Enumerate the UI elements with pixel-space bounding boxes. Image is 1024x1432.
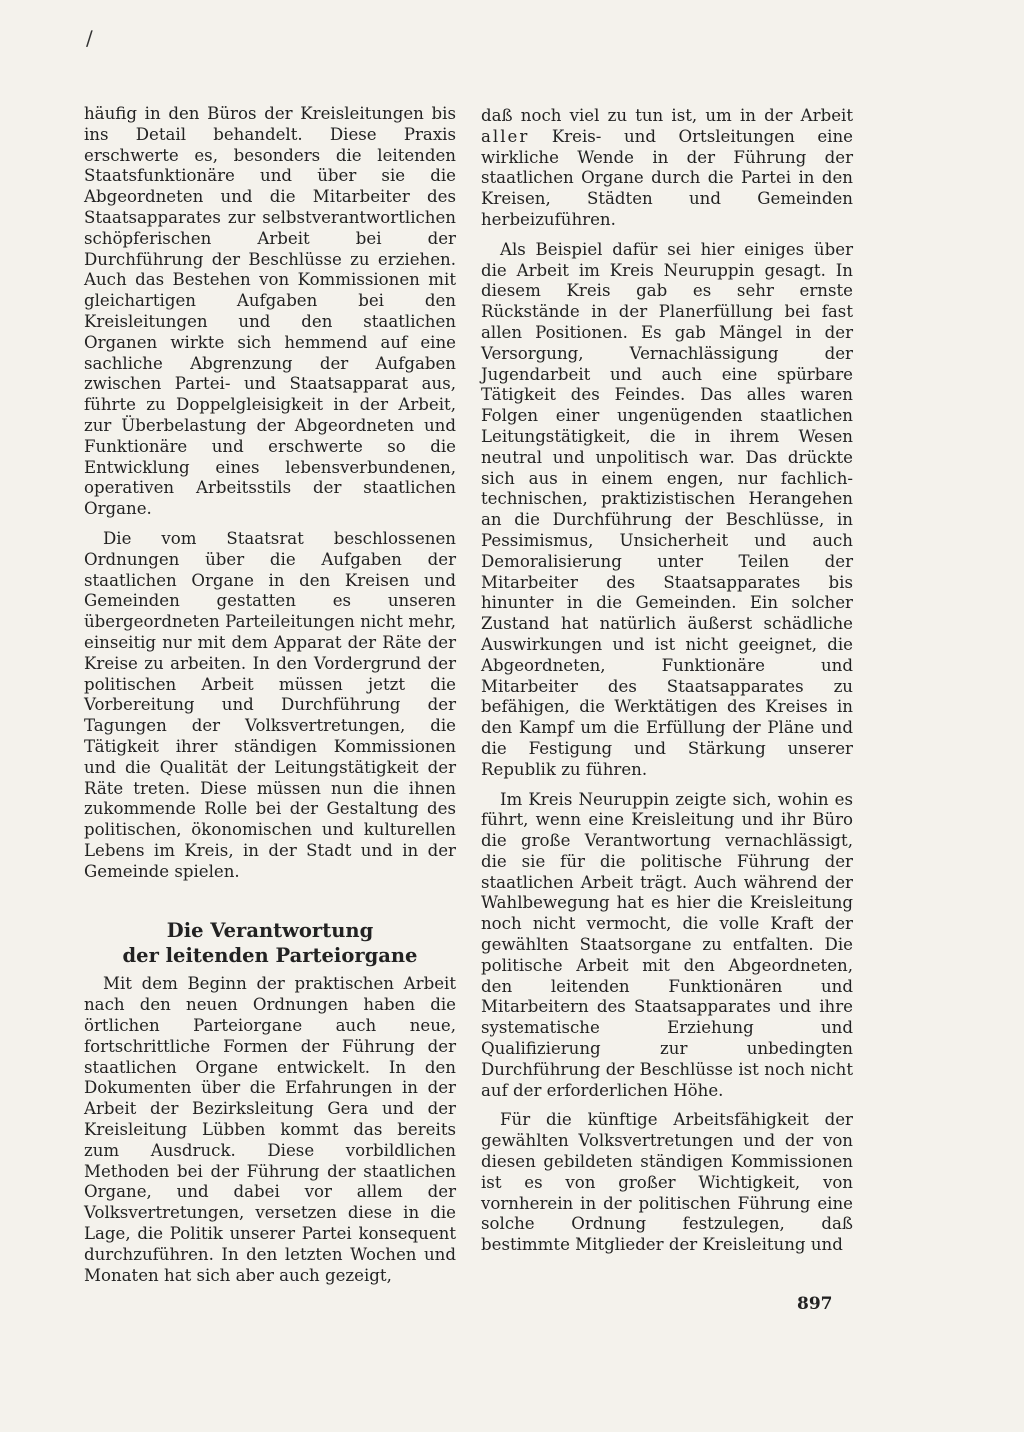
right-paragraph-1 xyxy=(481,106,853,231)
right-paragraph-2: Als Beispiel dafür sei hier einiges über die Arbeit im Kreis Neuruppin gesagt. In diesem Kreis gab es sehr ernste Rückstände in der Planerfüllung bei fast allen Positionen. Es gab Mängel in der Versorgung, Vernachlässigung der Jugendarbeit und auch eine spürbare Tätigkeit des Feindes. Das alles waren Folgen einer ungenügenden staatlichen Leitungstätigkeit, die in ihrem Wesen neutral und unpolitisch war. Das drückte sich aus in einem engen, nur fachlich-technischen, praktizistischen Herangehen an die Durchführung der Beschlüsse, in Pessimismus, Unsicherheit und auch Demoralisierung unter Teilen der Mitarbeiter des Staatsapparates bis hinunter in die Gemeinden. Ein solcher Zustand hat natürlich äußerst schädliche Auswirkungen und ist nicht geeignet, die Abgeordneten, Funktionäre und Mitarbeiter des Staatsapparates zu befähigen, die Werktätigen des Kreises in den Kampf um die Erfüllung der Pläne und die Festigung und Stärkung unserer Republik zu führen. xyxy=(481,239,853,779)
right-paragraph-1-emphasis: aller xyxy=(481,126,530,146)
page-number: 897 xyxy=(797,1294,833,1314)
section-heading-line-2: der leitenden Parteiorgane xyxy=(122,944,418,968)
right-paragraph-3: Im Kreis Neuruppin zeigte sich, wohin es führt, wenn eine Kreisleitung und ihr Büro die große Verantwortung vernachlässigt, die sie für die politische Führung der staatlichen Arbeit trägt. Auch während der Wahlbewegung hat es hier die Kreisleitung noch nicht vermocht, die volle Kraft der gewählten Staatsorgane zu entfalten. Die politische Arbeit mit den Abgeordneten, den leitenden Funktionären und Mitarbeitern des Staatsapparates und ihre systematische Erziehung und Qualifizierung zur unbedingten Durchführung der Beschlüsse ist noch nicht auf der erforderlichen Höhe. xyxy=(481,789,853,1100)
right-paragraph-1-text-a: daß noch viel zu tun ist, um in der Arbeit xyxy=(481,106,853,125)
left-column xyxy=(84,104,456,1286)
section-heading-line-1: Die Verantwortung xyxy=(166,919,374,943)
right-paragraph-4: Für die künftige Arbeitsfähigkeit der gewählten Volksvertretungen und der von diesen gebildeten ständigen Kommissionen ist es von großer Wichtigkeit, von vornherein in der politischen Führung eine solche Ordnung festzulegen, daß bestimmte Mitglieder der Kreisleitung und xyxy=(481,1110,853,1255)
left-paragraph-1: häufig in den Büros der Kreisleitungen bis ins Detail behandelt. Diese Praxis erschwerte es, besonders die leitenden Staatsfunktionäre und über sie die Abgeordneten und die Mitarbeiter des Staatsapparates zur selbstverantwortlichen schöpferischen Arbeit bei der Durchführung der Beschlüsse zu erziehen. Auch das Bestehen von Kommissionen mit gleichartigen Aufgaben bei den Kreisleitungen und den staatlichen Organen wirkte sich hemmend auf eine sachliche Abgrenzung der Aufgaben zwischen Partei- und Staatsapparat aus, führte zu Doppelgleisigkeit in der Arbeit, zur Überbelastung der Abgeordneten und Funktionäre und erschwerte so die Entwicklung eines lebensverbundenen, operativen Arbeitsstils der staatlichen Organe. xyxy=(84,104,456,519)
pen-mark: ∕ xyxy=(86,26,93,50)
right-paragraph-1-text-b: Kreis- und Ortsleitungen eine wirkliche Wende in der Führung der staatlichen Organe durch die Partei in den Kreisen, Städten und Gemeinden herbeizuführen. xyxy=(481,126,853,229)
section-heading xyxy=(84,918,456,968)
left-paragraph-2: Die vom Staatsrat beschlossenen Ordnungen über die Aufgaben der staatlichen Organe in den Kreisen und Gemeinden gestatten es unseren übergeordneten Parteileitungen nicht mehr, einseitig nur mit dem Apparat der Räte der Kreise zu arbeiten. In den Vordergrund der politischen Arbeit müssen jetzt die Vorbereitung und Durchführung der Tagungen der Volksvertretungen, die Tätigkeit ihrer ständigen Kommissionen und die Qualität der Leitungstätigkeit der Räte treten. Diese müssen nun die ihnen zukommende Rolle bei der Gestaltung des politischen, ökonomischen und kulturellen Lebens im Kreis, in der Stadt und in der Gemeinde spielen. xyxy=(84,528,456,881)
right-column xyxy=(481,106,853,1256)
left-paragraph-3: Mit dem Beginn der praktischen Arbeit nach den neuen Ordnungen haben die örtlichen Parteiorgane auch neue, fortschrittliche Formen der Führung der staatlichen Organe entwickelt. In den Dokumenten über die Erfahrungen in der Arbeit der Bezirksleitung Gera und der Kreisleitung Lübben kommt das bereits zum Ausdruck. Diese vorbildlichen Methoden bei der Führung der staatlichen Organe, und dabei vor allem der Volksvertretungen, versetzen diese in die Lage, die Politik unserer Partei konsequent durchzuführen. In den letzten Wochen und Monaten hat sich aber auch gezeigt, xyxy=(84,974,456,1285)
